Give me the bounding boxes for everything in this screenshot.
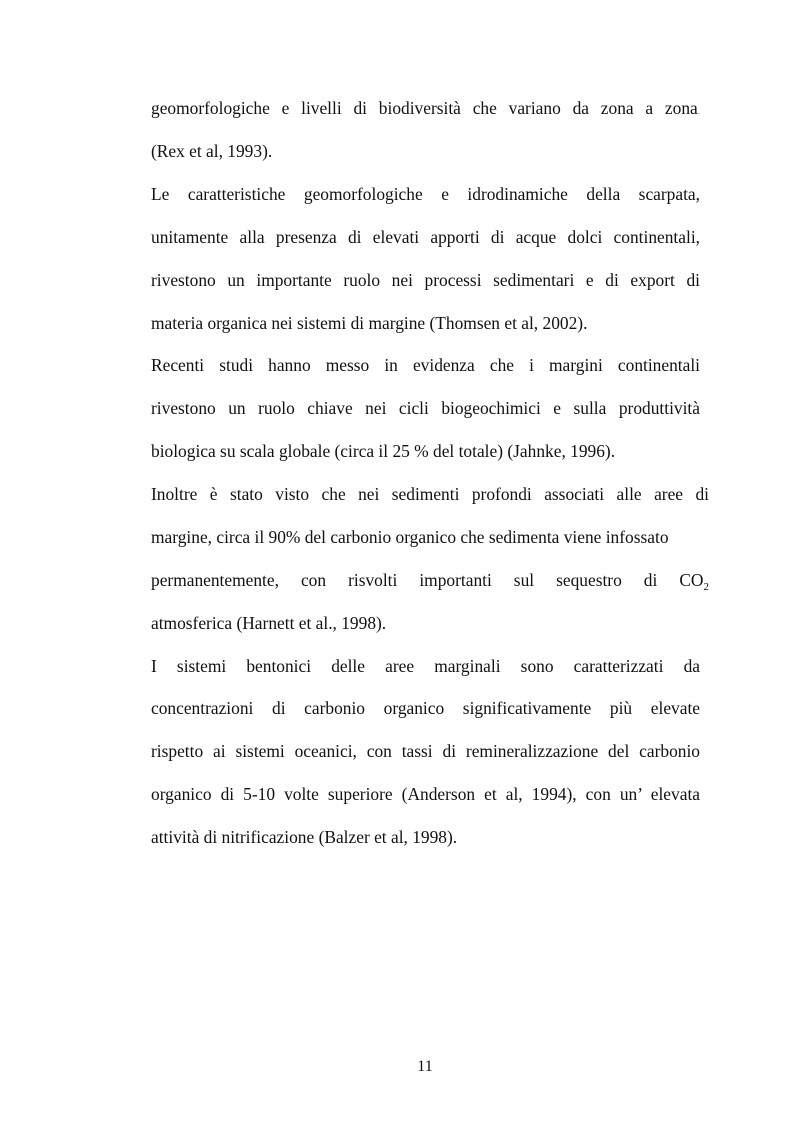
text-line: attività di nitrificazione (Balzer et al, 1998). [151,827,458,847]
page-number: 11 [417,1058,433,1075]
text-line: atmosferica (Harnett et al., 1998). [151,613,387,633]
text-line [151,96,700,120]
text-line: concentrazioni di carbonio organico significativamente più elevate [151,698,700,718]
text-line [151,568,709,592]
faint-period: . [697,106,700,116]
text-line-content: permanentemente, con risvolti importanti sul sequestro di CO [151,570,704,590]
text-line: Inoltre è stato visto che nei sedimenti profondi associati alle aree di [151,484,709,504]
text-line: rivestono un importante ruolo nei processi sedimentari e di export di [151,270,700,290]
text-line: Le caratteristiche geomorfologiche e idrodinamiche della scarpata, [151,184,700,204]
text-line-content: geomorfologiche e livelli di biodiversità che variano da zona a zona [151,98,698,118]
text-line: rivestono un ruolo chiave nei cicli biogeochimici e sulla produttività [151,398,700,418]
text-line: I sistemi bentonici delle aree marginali sono caratterizzati da [151,656,700,676]
co2-subscript: 2 [703,581,709,593]
text-line: biologica su scala globale (circa il 25 % del totale) (Jahnke, 1996). [151,441,616,461]
text-line: organico di 5-10 volte superiore (Anderson et al, 1994), con un’ elevata [151,784,700,804]
text-line: unitamente alla presenza di elevati apporti di acque dolci continentali, [151,227,700,247]
text-line: rispetto ai sistemi oceanici, con tassi di remineralizzazione del carbonio [151,741,700,761]
text-line: (Rex et al, 1993). [151,141,273,161]
text-line: Recenti studi hanno messo in evidenza che i margini continentali [151,355,700,375]
text-line: materia organica nei sistemi di margine (Thomsen et al, 2002). [151,313,588,333]
text-line: margine, circa il 90% del carbonio organico che sedimenta viene infossato [151,527,669,547]
